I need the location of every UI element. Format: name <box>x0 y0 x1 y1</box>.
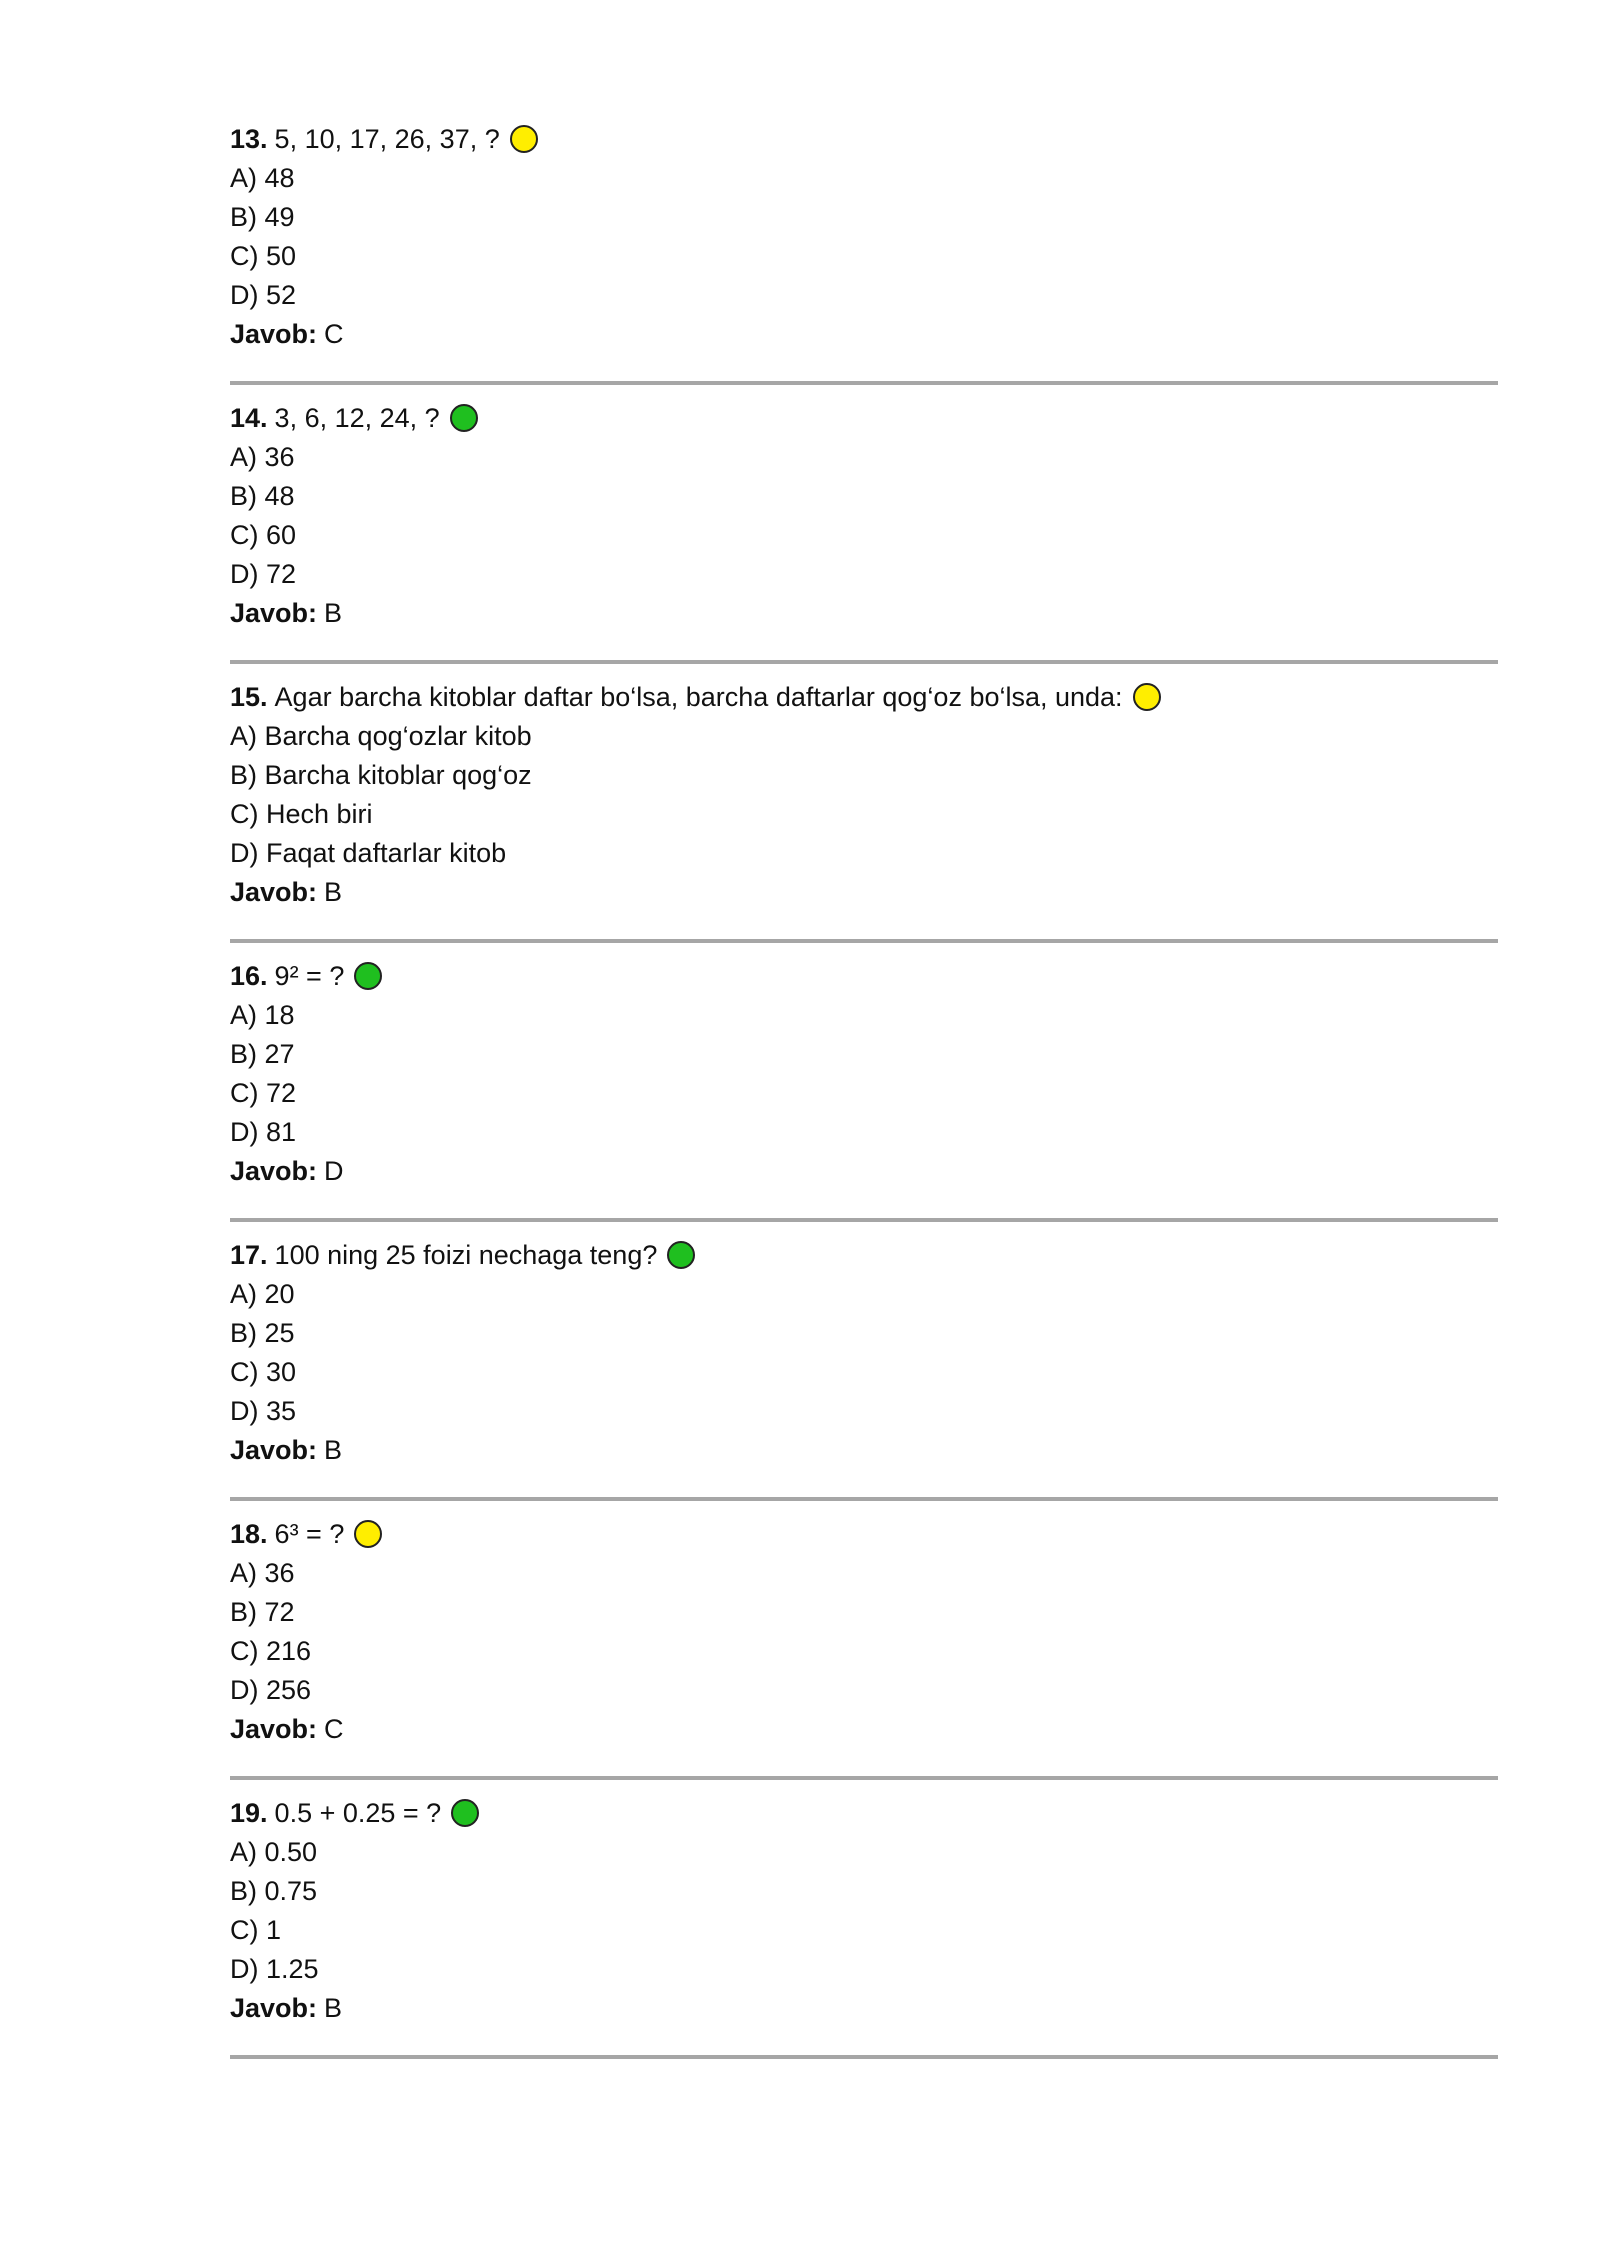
answer-line <box>230 596 342 630</box>
difficulty-dot-icon <box>667 1241 695 1269</box>
question-number: 14. <box>230 403 268 433</box>
divider <box>230 660 1498 664</box>
question-line <box>230 401 478 435</box>
answer-label: Javob: <box>230 1435 318 1465</box>
question-number: 17. <box>230 1240 268 1270</box>
difficulty-dot-icon <box>451 1799 479 1827</box>
answer-option: A) 36 <box>230 442 295 472</box>
question-line <box>230 680 1161 714</box>
answer-line <box>230 1712 344 1746</box>
answer-label: Javob: <box>230 1156 318 1186</box>
answer-option: B) Barcha kitoblar qog‘oz <box>230 760 532 790</box>
answer-label: Javob: <box>230 319 318 349</box>
question-line <box>230 1517 382 1551</box>
answer-option: A) 20 <box>230 1279 295 1309</box>
answer-option: D) 72 <box>230 559 297 589</box>
answer-option: B) 48 <box>230 481 295 511</box>
answer-value: D <box>324 1156 344 1186</box>
answer-line <box>230 317 344 351</box>
answer-value: B <box>324 598 343 628</box>
question-text: 9² = ? <box>274 961 345 991</box>
question-line <box>230 122 538 156</box>
answer-line <box>230 1433 342 1467</box>
question-block <box>230 1226 1498 1505</box>
question-text: Agar barcha kitoblar daftar bo‘lsa, barcha daftarlar qog‘oz bo‘lsa, unda: <box>274 682 1123 712</box>
question-number: 13. <box>230 124 268 154</box>
question-line <box>230 1238 695 1272</box>
question-block <box>230 389 1498 668</box>
answer-option: D) 256 <box>230 1675 312 1705</box>
question-text: 6³ = ? <box>274 1519 345 1549</box>
question-text: 5, 10, 17, 26, 37, ? <box>274 124 500 154</box>
answer-option: D) 81 <box>230 1117 297 1147</box>
answer-option: C) Hech biri <box>230 799 373 829</box>
difficulty-dot-icon <box>1133 683 1161 711</box>
answer-option: D) Faqat daftarlar kitob <box>230 838 507 868</box>
question-line <box>230 959 382 993</box>
answer-option: A) 36 <box>230 1558 295 1588</box>
answer-option: D) 1.25 <box>230 1954 319 1984</box>
divider <box>230 381 1498 385</box>
question-list <box>230 110 1498 2063</box>
answer-label: Javob: <box>230 877 318 907</box>
answer-line <box>230 1154 344 1188</box>
difficulty-dot-icon <box>354 962 382 990</box>
divider <box>230 2055 1498 2059</box>
question-number: 19. <box>230 1798 268 1828</box>
answer-option: C) 60 <box>230 520 297 550</box>
answer-option: C) 216 <box>230 1636 312 1666</box>
question-block <box>230 668 1498 947</box>
answer-option: A) 0.50 <box>230 1837 318 1867</box>
answer-line <box>230 875 342 909</box>
answer-option: A) Barcha qog‘ozlar kitob <box>230 721 532 751</box>
answer-option: B) 49 <box>230 202 295 232</box>
question-line <box>230 1796 479 1830</box>
difficulty-dot-icon <box>510 125 538 153</box>
answer-option: C) 50 <box>230 241 297 271</box>
answer-option: C) 72 <box>230 1078 297 1108</box>
question-text: 0.5 + 0.25 = ? <box>274 1798 442 1828</box>
answer-option: D) 52 <box>230 280 297 310</box>
question-block <box>230 110 1498 389</box>
answer-value: B <box>324 1435 343 1465</box>
answer-label: Javob: <box>230 598 318 628</box>
question-text: 100 ning 25 foizi nechaga teng? <box>274 1240 658 1270</box>
difficulty-dot-icon <box>450 404 478 432</box>
answer-option: D) 35 <box>230 1396 297 1426</box>
question-block <box>230 947 1498 1226</box>
answer-value: C <box>324 1714 344 1744</box>
answer-option: A) 18 <box>230 1000 295 1030</box>
answer-value: C <box>324 319 344 349</box>
question-number: 16. <box>230 961 268 991</box>
question-number: 15. <box>230 682 268 712</box>
answer-option: B) 72 <box>230 1597 295 1627</box>
answer-option: C) 30 <box>230 1357 297 1387</box>
answer-option: B) 27 <box>230 1039 295 1069</box>
question-block <box>230 1784 1498 2063</box>
answer-value: B <box>324 1993 343 2023</box>
question-number: 18. <box>230 1519 268 1549</box>
divider <box>230 1497 1498 1501</box>
question-text: 3, 6, 12, 24, ? <box>274 403 440 433</box>
divider <box>230 939 1498 943</box>
answer-option: B) 0.75 <box>230 1876 318 1906</box>
answer-line <box>230 1991 342 2025</box>
divider <box>230 1218 1498 1222</box>
answer-label: Javob: <box>230 1714 318 1744</box>
answer-option: A) 48 <box>230 163 295 193</box>
answer-label: Javob: <box>230 1993 318 2023</box>
difficulty-dot-icon <box>354 1520 382 1548</box>
answer-value: B <box>324 877 343 907</box>
answer-option: B) 25 <box>230 1318 295 1348</box>
divider <box>230 1776 1498 1780</box>
answer-option: C) 1 <box>230 1915 282 1945</box>
question-block <box>230 1505 1498 1784</box>
